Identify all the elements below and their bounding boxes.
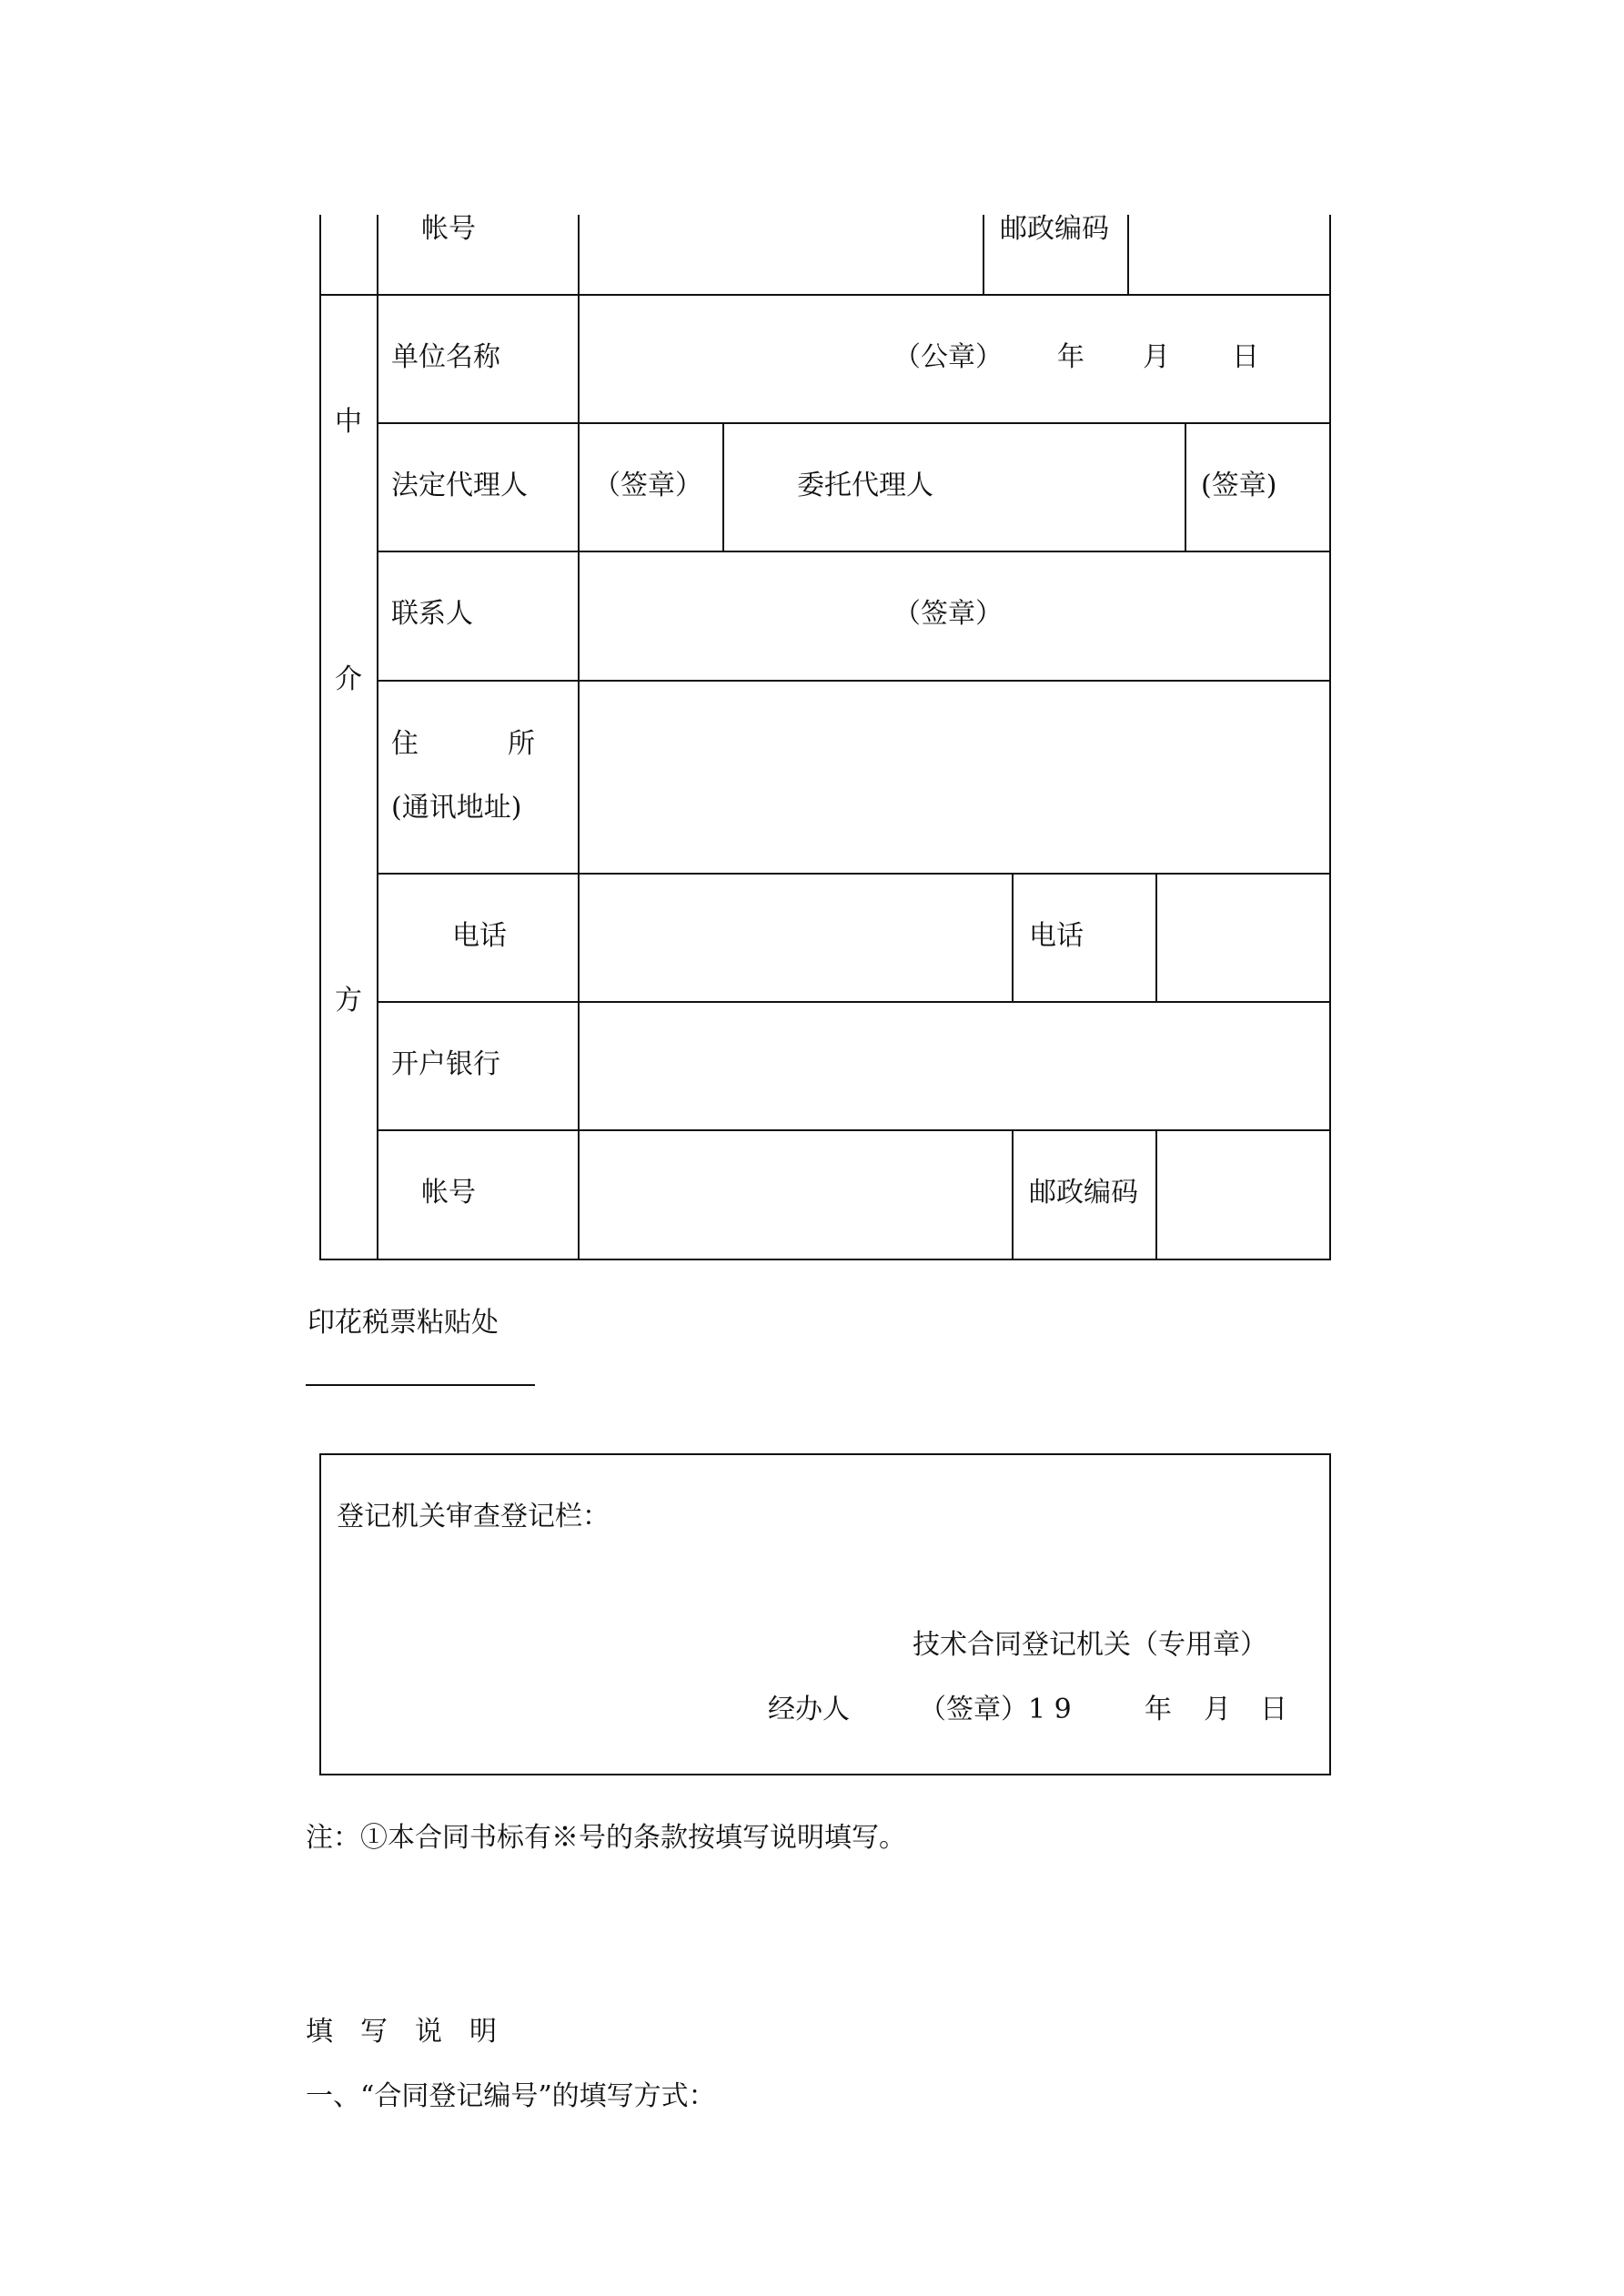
phone-label-2: 电话 (1029, 920, 1084, 952)
table-divider (1127, 215, 1129, 296)
side-label-jie: 介 (335, 663, 362, 695)
phone-label: 电话 (452, 920, 507, 952)
postcode-label: 邮政编码 (1000, 213, 1109, 245)
side-label-zhong: 中 (335, 406, 362, 438)
table-line (378, 1001, 1330, 1003)
reg-year-label: 年 (1145, 1694, 1172, 1725)
stamp-area-underline (306, 1384, 535, 1386)
year-label: 年 (1057, 341, 1084, 373)
box-bottom (320, 1774, 1330, 1775)
table-line (320, 294, 1330, 296)
table-divider (1012, 873, 1014, 1003)
instructions-title: 填 写 说 明 (306, 2016, 497, 2048)
table-divider (722, 422, 724, 552)
unit-name-label: 单位名称 (391, 341, 500, 373)
table-divider (1012, 1129, 1014, 1260)
stamp-area-label: 印花税票粘贴处 (308, 1307, 499, 1339)
table-divider (377, 215, 378, 1260)
table-divider (1155, 1129, 1157, 1260)
contact-sign: （签章） (893, 598, 1003, 630)
official-seal-label: （公章） (893, 341, 1003, 373)
registration-title: 登记机关审查登记栏： (337, 1501, 610, 1532)
legal-rep-sign: （签章） (593, 470, 702, 501)
side-label-fang: 方 (335, 985, 362, 1017)
address-label-2: 所 (508, 728, 535, 760)
handler-sign: （签章）1 9 (919, 1694, 1072, 1725)
table-line (378, 873, 1330, 875)
note: 注：①本合同书标有※号的条款按填写说明填写。 (306, 1822, 906, 1854)
handler-label: 经办人 (768, 1694, 850, 1725)
table-divider (983, 215, 984, 296)
agent-sign: (签章) (1201, 470, 1277, 501)
legal-rep-label: 法定代理人 (391, 470, 528, 501)
account-label-bottom: 帐号 (421, 1177, 476, 1209)
contact-label: 联系人 (391, 598, 473, 630)
table-border-right (1329, 215, 1331, 1260)
agent-label: 委托代理人 (797, 470, 933, 501)
table-line (378, 422, 1330, 424)
table-divider (1155, 873, 1157, 1003)
reg-day-label: 日 (1260, 1694, 1287, 1725)
registration-authority: 技术合同登记机关（专用章） (913, 1629, 1267, 1661)
day-label: 日 (1232, 341, 1259, 373)
reg-month-label: 月 (1204, 1694, 1231, 1725)
month-label: 月 (1143, 341, 1170, 373)
postcode-label-bottom: 邮政编码 (1029, 1177, 1138, 1209)
account-label: 帐号 (421, 213, 476, 245)
table-line (320, 1259, 1330, 1260)
table-line (378, 1129, 1330, 1131)
table-divider (1185, 422, 1186, 552)
box-left (319, 1453, 321, 1775)
table-line (378, 551, 1330, 552)
table-divider (578, 215, 580, 1260)
address-label-1: 住 (391, 728, 419, 760)
box-top (320, 1453, 1330, 1455)
box-right (1329, 1453, 1331, 1775)
table-border-left (319, 215, 321, 1260)
table-line (378, 680, 1330, 682)
address-sub-label: (通讯地址) (391, 792, 522, 824)
instructions-item-1: 一、“合同登记编号”的填写方式： (306, 2080, 716, 2112)
bank-label: 开户银行 (391, 1048, 500, 1080)
